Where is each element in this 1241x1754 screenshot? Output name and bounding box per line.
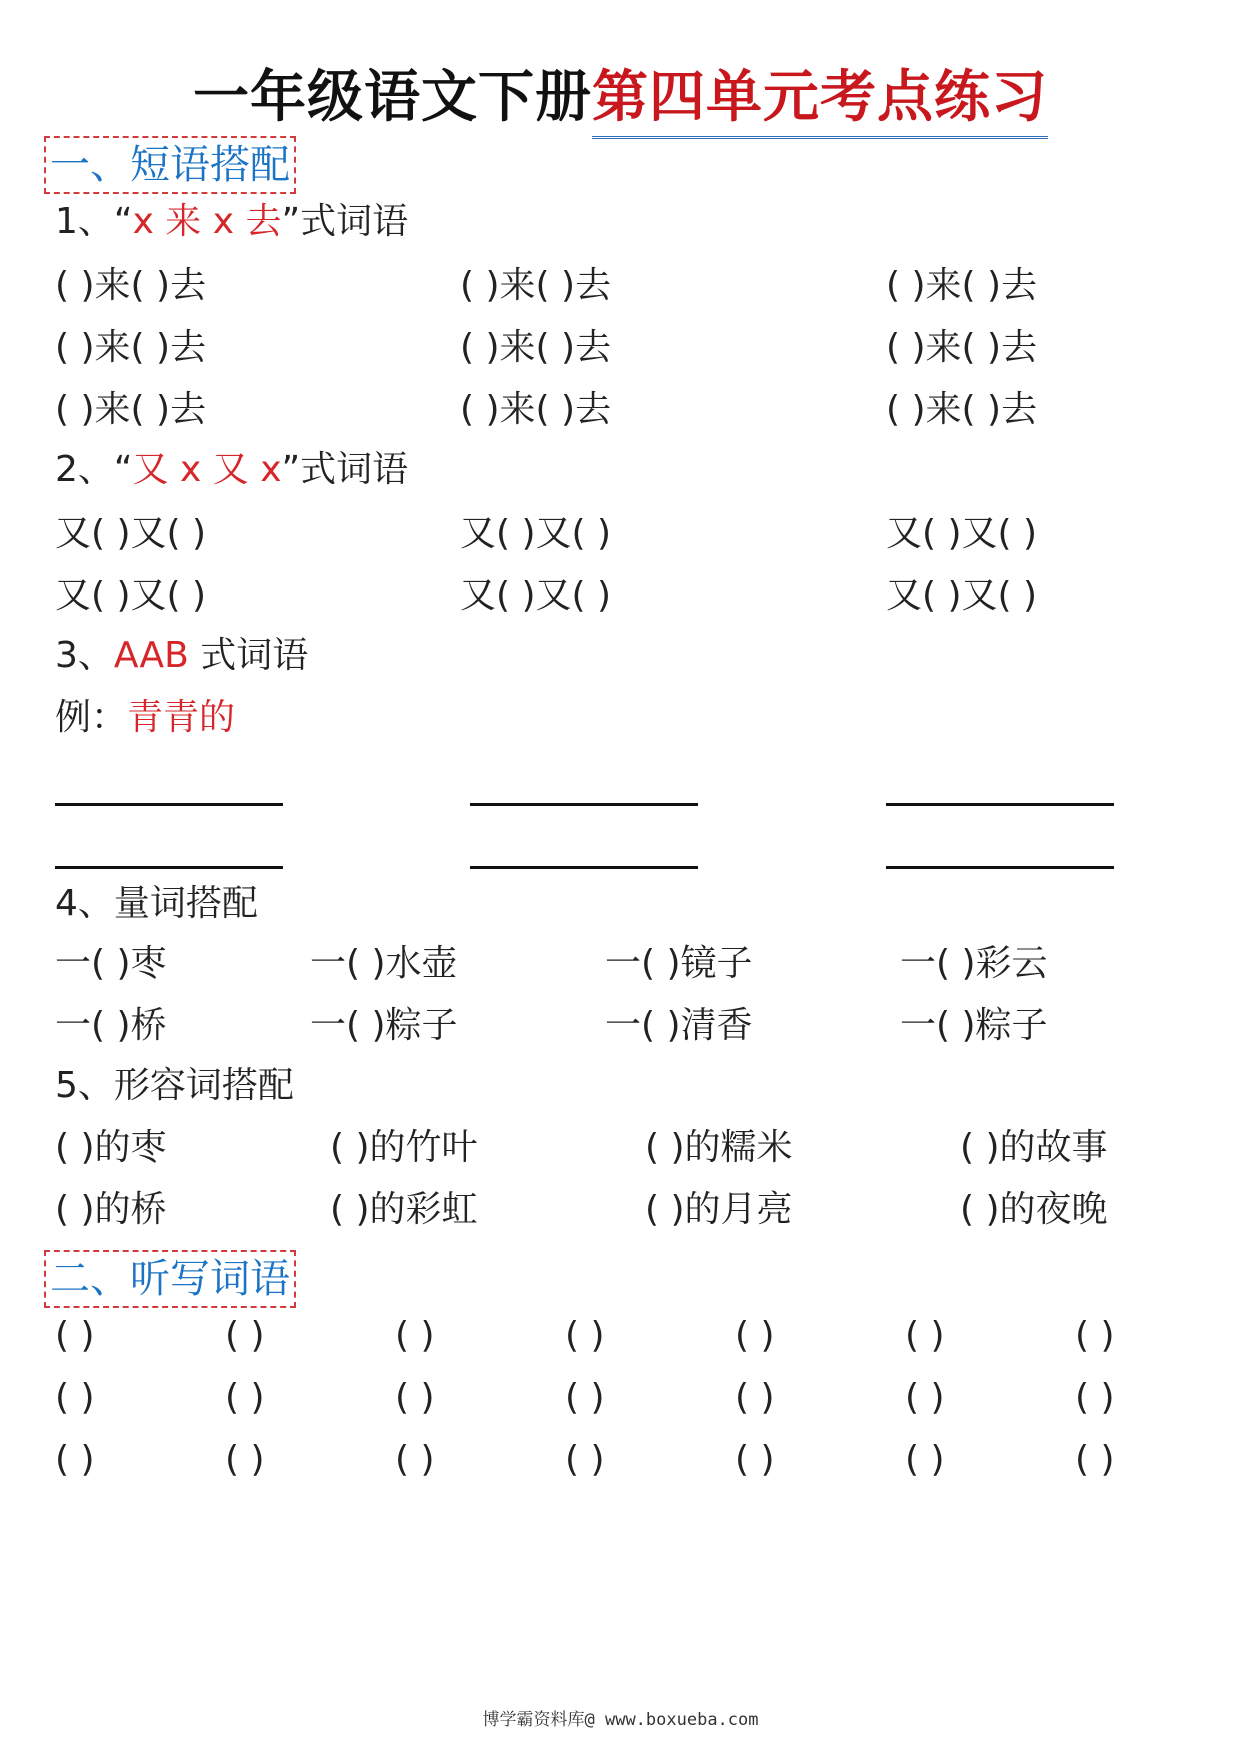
q3-prefix: 3、 [55, 635, 114, 676]
dictation-blank: ( ) [565, 1315, 605, 1356]
answer-line[interactable] [470, 866, 698, 869]
dictation-blank: ( ) [55, 1315, 95, 1356]
q1-item: ( )来( )去 [460, 389, 612, 430]
q1-pattern: x 来 x 去 [132, 201, 282, 242]
dictation-blank: ( ) [905, 1315, 945, 1356]
q2-pattern: 又 x 又 x [132, 449, 282, 490]
q5-item: ( )的枣 [55, 1127, 167, 1168]
q2-item: 又( )又( ) [55, 513, 207, 554]
q1-suffix: ”式词语 [281, 201, 409, 242]
q1-item: ( )来( )去 [460, 327, 612, 368]
dictation-blank: ( ) [735, 1439, 775, 1480]
answer-line[interactable] [886, 866, 1114, 869]
q4-item: 一( )彩云 [900, 943, 1048, 984]
q3-example-label: 例： [55, 697, 128, 738]
q4-item: 一( )镜子 [605, 943, 753, 984]
q2-suffix: ”式词语 [281, 449, 409, 490]
q4-item: 一( )水壶 [310, 943, 458, 984]
q5-item: ( )的桥 [55, 1189, 167, 1230]
dictation-blank: ( ) [1075, 1439, 1115, 1480]
dictation-blank: ( ) [225, 1315, 265, 1356]
page-title [0, 62, 1241, 134]
dictation-blank: ( ) [905, 1377, 945, 1418]
question-1-label [55, 198, 408, 246]
dictation-blank: ( ) [565, 1439, 605, 1480]
dictation-blank: ( ) [225, 1377, 265, 1418]
answer-line[interactable] [886, 803, 1114, 806]
q2-item: 又( )又( ) [460, 513, 612, 554]
dictation-blank: ( ) [395, 1315, 435, 1356]
dictation-blank: ( ) [55, 1439, 95, 1480]
section-heading-dictation: 二、听写词语 [44, 1250, 296, 1308]
q5-item: ( )的糯米 [645, 1127, 793, 1168]
q4-item: 一( )粽子 [900, 1005, 1048, 1046]
dictation-blank: ( ) [905, 1439, 945, 1480]
q5-item: ( )的故事 [960, 1127, 1108, 1168]
q3-suffix: 式词语 [188, 635, 309, 676]
dictation-blank: ( ) [395, 1439, 435, 1480]
dictation-blank: ( ) [735, 1377, 775, 1418]
dictation-blank: ( ) [735, 1315, 775, 1356]
answer-line[interactable] [55, 866, 283, 869]
question-2-label [55, 446, 408, 494]
q2-prefix: 2、“ [55, 449, 133, 490]
q1-item: ( )来( )去 [886, 327, 1038, 368]
q2-item: 又( )又( ) [55, 575, 207, 616]
q5-item: ( )的月亮 [645, 1189, 793, 1230]
dictation-blank: ( ) [1075, 1377, 1115, 1418]
question-3-label [55, 632, 308, 680]
answer-line[interactable] [55, 803, 283, 806]
q1-item: ( )来( )去 [55, 389, 207, 430]
question-4-label: 4、量词搭配 [55, 883, 258, 924]
question-5-label: 5、形容词搭配 [55, 1065, 294, 1106]
title-highlight: 第四单元考点练习 [592, 65, 1048, 139]
title-main: 一年级语文下册 [193, 65, 592, 130]
q3-example [55, 694, 235, 742]
q5-item: ( )的彩虹 [330, 1189, 478, 1230]
q1-item: ( )来( )去 [460, 265, 612, 306]
q5-item: ( )的竹叶 [330, 1127, 478, 1168]
answer-line[interactable] [470, 803, 698, 806]
q2-item: 又( )又( ) [886, 513, 1038, 554]
dictation-blank: ( ) [55, 1377, 95, 1418]
q4-item: 一( )清香 [605, 1005, 753, 1046]
q2-item: 又( )又( ) [460, 575, 612, 616]
dictation-blank: ( ) [225, 1439, 265, 1480]
q4-item: 一( )粽子 [310, 1005, 458, 1046]
q5-item: ( )的夜晚 [960, 1189, 1108, 1230]
dictation-blank: ( ) [1075, 1315, 1115, 1356]
q1-item: ( )来( )去 [55, 265, 207, 306]
q1-prefix: 1、“ [55, 201, 133, 242]
q4-item: 一( )桥 [55, 1005, 167, 1046]
q2-item: 又( )又( ) [886, 575, 1038, 616]
q3-pattern: AAB [113, 635, 189, 676]
section-heading-phrases: 一、短语搭配 [44, 136, 296, 194]
dictation-blank: ( ) [395, 1377, 435, 1418]
q1-item: ( )来( )去 [886, 265, 1038, 306]
footer-source: 博学霸资料库@ www.boxueba.com [482, 1710, 759, 1730]
dictation-blank: ( ) [565, 1377, 605, 1418]
q3-example-word: 青青的 [127, 697, 236, 738]
q1-item: ( )来( )去 [886, 389, 1038, 430]
q1-item: ( )来( )去 [55, 327, 207, 368]
q4-item: 一( )枣 [55, 943, 167, 984]
